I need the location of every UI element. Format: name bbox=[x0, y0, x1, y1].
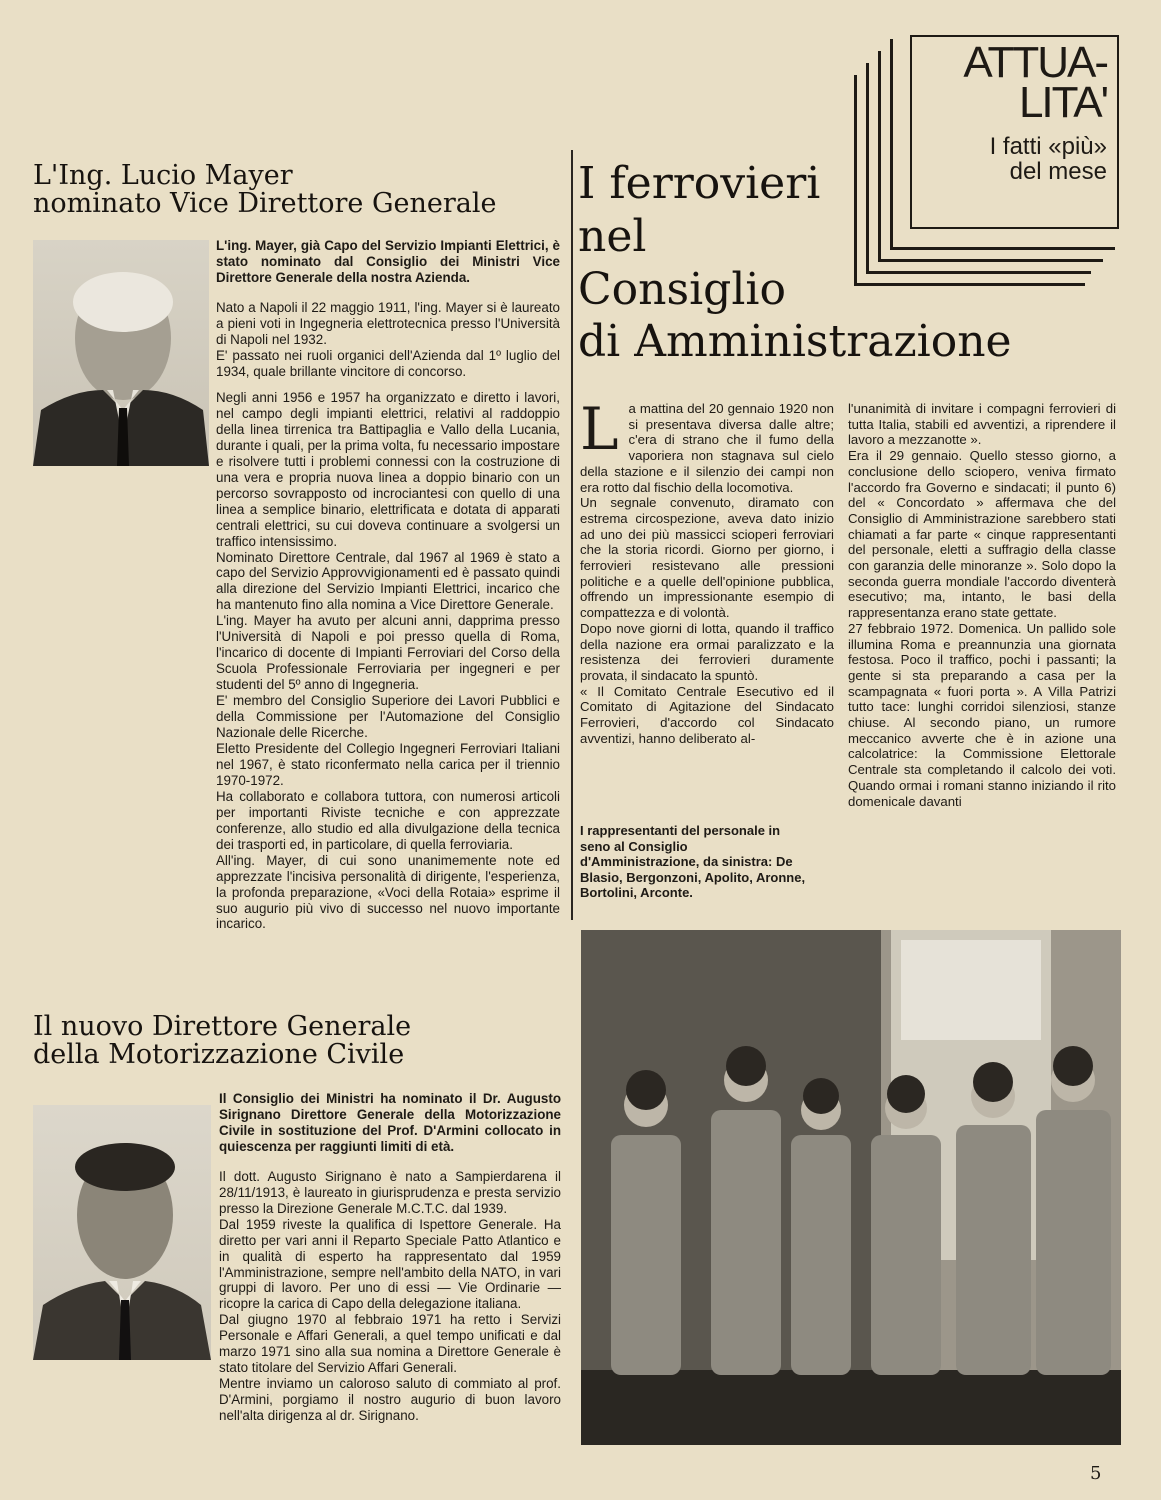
mayer-paragraph: Nato a Napoli il 22 maggio 1911, l'ing. Mayer si è laureato a pieni voti in Ingegneria elettrotecnica presso l'Università di Napoli nel 1932. bbox=[216, 299, 560, 347]
ferrovieri-title-line: nel bbox=[578, 210, 647, 262]
mayer-article-full-width bbox=[216, 390, 560, 932]
mayer-lead: L'ing. Mayer, già Capo del Servizio Impianti Elettrici, è stato nominato dal Consiglio dei Ministri Vice Direttore Generale della nostra Azienda. bbox=[216, 238, 560, 285]
mayer-title bbox=[33, 162, 563, 219]
mayer-paragraph: Nominato Direttore Centrale, dal 1967 al 1969 è stato a capo del Servizio Approvvigionamenti ed è passato quindi alla direzione del Servizio Impianti Elettrici, incarico che ha mantenuto fino alla nomina a Vice Direttore Generale. bbox=[216, 549, 560, 613]
mayer-paragraph: Eletto Presidente del Collegio Ingegneri Ferroviari Italiani nel 1967, è stato riconfermato nella carica per il triennio 1970-1972. bbox=[216, 740, 560, 788]
attualita-badge bbox=[854, 35, 1117, 290]
mayer-article bbox=[216, 238, 560, 380]
mayer-paragraph: Ha collaborato e collabora tuttora, con numerosi articoli per importanti Riviste tecniche e con apprezzate conferenze, allo studio ed alla divulgazione della tecnica dei trasporti ed, in particolare, di quella ferroviaria. bbox=[216, 788, 560, 852]
sirignano-lead: Il Consiglio dei Ministri ha nominato il Dr. Augusto Sirignano Direttore Generale della Motorizzazione Civile in sostituzione del Prof. D'Armini collocato in quiescenza per raggiunti limiti di età. bbox=[219, 1091, 561, 1154]
group-photo bbox=[581, 930, 1121, 1445]
ferrovieri-paragraph: 27 febbraio 1972. Domenica. Un pallido sole illumina Roma e preannunzia una giornata festosa. Poco il traffico, pochi i passanti; la gente si sta preparando a casa per la scampagnata « fuori porta ». A Villa Patrizi tutto tace: lunghi corridoi silenziosi, stanze chiuse. Al secondo piano, un rumore meccanico avverte che è in azione una calcolatrice: la Commissione Elettorale Centrale sta completando il calcolo dei voti. Quando ormai i romani stanno iniziando il rito domenicale davanti bbox=[848, 620, 1116, 809]
sirignano-article bbox=[219, 1091, 561, 1424]
ferrovieri-paragraph: l'unanimità di invitare i compagni ferrovieri di tutta Italia, stabili ed avventizi, a riprendere il lavoro a mezzanotte ». bbox=[848, 401, 1116, 448]
sirignano-title-line1: Il nuovo Direttore Generale bbox=[33, 1011, 412, 1042]
badge-subtitle-line2: del mese bbox=[1009, 158, 1107, 186]
ferrovieri-paragraph: « Il Comitato Centrale Esecutivo ed il Comitato di Agitazione del Sindacato Ferrovieri, d'accordo col Sindacato avventizi, hanno deliberato al- bbox=[580, 683, 834, 746]
mayer-title-line2: nominato Vice Direttore Generale bbox=[33, 188, 497, 220]
photo-caption: I rappresentanti del personale in seno al Consiglio d'Amministrazione, da sinistra: De Blasio, Bergonzoni, Apolito, Aronne, Bortolini, Arconte. bbox=[580, 823, 806, 901]
badge-title-line2: LITA' bbox=[1018, 78, 1107, 128]
ferrovieri-paragraph: Dopo nove giorni di lotta, quando il traffico della nazione era ormai paralizzato e la resistenza dei ferrovieri duramente provata, il sindacato la spuntò. bbox=[580, 620, 834, 683]
mayer-title-line1: L'Ing. Lucio Mayer bbox=[33, 160, 293, 191]
sirignano-paragraph: Mentre inviamo un caloroso saluto di commiato al prof. D'Armini, porgiamo il nostro augurio di buon lavoro nell'alta dirigenza al dr. Sirignano. bbox=[219, 1376, 561, 1424]
mayer-paragraph: Negli anni 1956 e 1957 ha organizzato e diretto i lavori, nel campo degli impianti elettrici, relativi al raddoppio della linea tirrenica tra Battipaglia e Vallo della Lucania, durante i quali, per la prima volta, fu necessario impostare e risolvere tutti i problemi connessi con la costruzione di una vera e propria nuova linea a doppio binario con un percorso sovrapposto od incrociantesi con quello di una linea a semplice binario, elettrificata e dotata di apparati centrali elettrici, su cui doveva continuare a svolgersi un traffico intensissimo. bbox=[216, 390, 560, 549]
mayer-paragraph: E' membro del Consiglio Superiore dei Lavori Pubblici e della Commissione per l'Automazione del Consiglio Nazionale delle Ricerche. bbox=[216, 693, 560, 741]
ferrovieri-dropcap: L bbox=[580, 395, 619, 463]
sirignano-title-line2: della Motorizzazione Civile bbox=[33, 1039, 405, 1071]
badge-title-line1: ATTUA- bbox=[963, 38, 1107, 87]
mayer-portrait bbox=[33, 240, 209, 466]
sirignano-title bbox=[33, 1013, 563, 1070]
column-divider bbox=[571, 150, 573, 920]
ferrovieri-paragraph: Un segnale convenuto, diramato con estrema circospezione, aveva dato inizio ad uno dei più massicci scioperi ferroviari che la storia ricordi. Giorno per giorno, i ferrovieri resistevano alle pressioni politiche e a quelle dell'opinione pubblica, offrendo un impressionante esempio di compattezza e di volontà. bbox=[580, 495, 834, 621]
ferrovieri-title-line: di Amministrazione bbox=[578, 316, 1012, 368]
mayer-paragraph: E' passato nei ruoli organici dell'Azienda dal 1º luglio del 1934, quale brillante vincitore di concorso. bbox=[216, 347, 560, 379]
mayer-paragraph: L'ing. Mayer ha avuto per alcuni anni, dapprima presso l'Università di Napoli e poi presso quella di Roma, l'incarico di docente di Impianti Ferroviari del Corso della Scuola Professionale Ferroviaria per ingegneri e per studenti del 5º anno di Ingegneria. bbox=[216, 613, 560, 693]
ferrovieri-column-1 bbox=[580, 395, 834, 746]
sirignano-portrait bbox=[33, 1105, 211, 1360]
badge-subtitle bbox=[912, 134, 1117, 184]
sirignano-paragraph: Dal giugno 1970 al febbraio 1971 ha retto i Servizi Personale e Affari Generali, a quel tempo unificati e dal marzo 1971 sino alla sua nomina a Direttore Generale è stato titolare del Servizio Affari Generali. bbox=[219, 1312, 561, 1376]
ferrovieri-column-2 bbox=[848, 401, 1116, 809]
mayer-paragraph: All'ing. Mayer, di cui sono unanimemente note ed apprezzate l'incisiva personalità di dirigente, l'esperienza, la profonda preparazione, «Voci della Rotaia» esprime il suo augurio più vivo di successo nel nuovo importante incarico. bbox=[216, 852, 560, 932]
badge-subtitle-line1: I fatti «più» bbox=[989, 132, 1107, 160]
ferrovieri-paragraph: a mattina del 20 gennaio 1920 non si presentava diversa dalle altre; c'era di strano che il fumo della vaporiera non stagnava sul cielo della stazione e il silenzio dei campi non era rotto dal fischio della locomotiva. bbox=[580, 401, 834, 495]
ferrovieri-title-line: I ferrovieri bbox=[578, 158, 821, 209]
sirignano-paragraph: Il dott. Augusto Sirignano è nato a Sampierdarena il 28/11/1913, è laureato in giurisprudenza e presta servizio presso la Direzione Generale M.C.T.C. dal 1939. bbox=[219, 1168, 561, 1216]
ferrovieri-paragraph: Era il 29 gennaio. Quello stesso giorno, a conclusione dello sciopero, veniva firmato l'accordo fra Governo e sindacati; il punto 6) del « Concordato » affermava che del Consiglio di Amministrazione sarebbero stati chiamati a far parte « cinque rappresentanti del personale, eletti a suffragio della classe con garanzia delle minoranze ». Solo dopo la seconda guerra mondiale l'accordo diventerà esecutivo; ma, intanto, le basi della rappresentanza erano state gettate. bbox=[848, 448, 1116, 621]
ferrovieri-title-line: Consiglio bbox=[578, 263, 786, 315]
badge-title bbox=[912, 37, 1117, 128]
sirignano-paragraph: Dal 1959 riveste la qualifica di Ispettore Generale. Ha diretto per vari anni il Reparto Speciale Patto Atlantico e in qualità di esperto ha rappresentato dal 1959 l'Amministrazione, sempre nell'ambito della NATO, in vari gruppi di lavoro. Per uno di essi — Vie Ordinarie — ricopre la carica di Capo della delegazione italiana. bbox=[219, 1216, 561, 1312]
page-number: 5 bbox=[1090, 1463, 1102, 1484]
